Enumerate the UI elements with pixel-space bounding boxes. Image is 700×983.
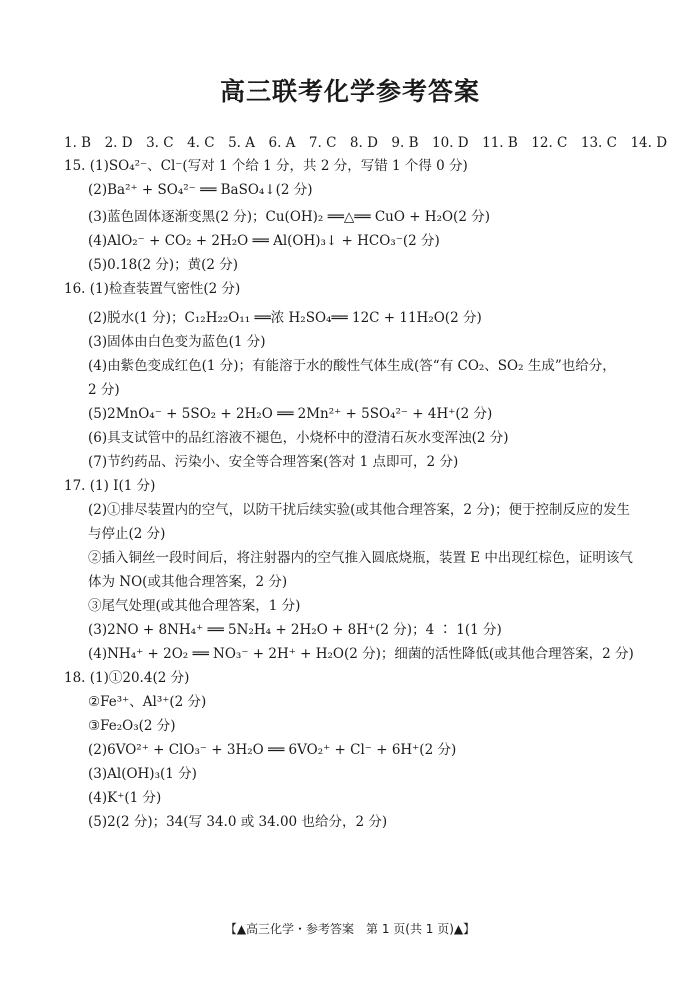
answer-line-q17-3: (3)2NO + 8NH₄⁺ ══ 5N₂H₄ + 2H₂O + 8H⁺(2 分)；4 ∶ 1(1 分) (88, 622, 502, 638)
answer-line-q16-7: (7)节约药品、污染小、安全等合理答案(答对 1 点即可，2 分) (88, 454, 459, 470)
answer-line-q17-2: (2)①排尽装置内的空气，以防干扰后续实验(或其他合理答案，2 分)；便于控制反应的发生 (88, 502, 631, 518)
answer-line-q17-2-cont: 与停止(2 分) (88, 526, 166, 542)
answer-line-q17-4: (4)NH₄⁺ + 2O₂ ══ NO₃⁻ + 2H⁺ + H₂O(2 分)；细菌的活性降低(或其他合理答案，2 分) (88, 646, 634, 662)
answer-line-q16-1: 16. (1)检查装置气密性(2 分) (64, 281, 241, 297)
answer-line-q16-2: (2)脱水(1 分)；C₁₂H₂₂O₁₁ ══浓 H₂SO₄══ 12C + 11H₂O(2 分) (88, 310, 482, 326)
answer-line-q17-2b: ②插入铜丝一段时间后，将注射器内的空气推入圆底烧瓶，装置 E 中出现红棕色，证明该气 (88, 550, 633, 566)
answer-line-q18-2: (2)6VO²⁺ + ClO₃⁻ + 3H₂O ══ 6VO₂⁺ + Cl⁻ + 6H⁺(2 分) (88, 742, 457, 758)
answer-line-q16-4: (4)由紫色变成红色(1 分)；有能溶于水的酸性气体生成(答“有 CO₂、SO₂ 生成”也给分， (88, 358, 616, 374)
answer-line-mc: 1. B 2. D 3. C 4. C 5. A 6. A 7. C 8. D 9. B 10. D 11. B 12. C 13. C 14. D (64, 135, 668, 151)
answer-line-q16-6: (6)具支试管中的品红溶液不褪色，小烧杯中的澄清石灰水变浑浊(2 分) (88, 430, 509, 446)
answer-line-q15-4: (4)AlO₂⁻ + CO₂ + 2H₂O ══ Al(OH)₃↓ + HCO₃⁻(2 分) (88, 233, 440, 249)
answer-line-q17-2b-cont: 体为 NO(或其他合理答案，2 分) (88, 574, 288, 590)
answer-line-q16-3: (3)固体由白色变为蓝色(1 分) (88, 334, 266, 350)
answer-line-q15-3: (3)蓝色固体逐渐变黑(2 分)；Cu(OH)₂ ══△══ CuO + H₂O(2 分) (88, 209, 490, 225)
answer-line-q18-1b: ②Fe³⁺、Al³⁺(2 分) (88, 694, 207, 710)
page-footer: 【▲高三化学・参考答案 第 1 页(共 1 页)▲】 (224, 922, 476, 936)
answer-line-q18-5: (5)2(2 分)；34(写 34.0 或 34.00 也给分，2 分) (88, 814, 388, 830)
answer-line-q16-4-cont: 2 分) (88, 382, 120, 398)
answer-line-q16-5: (5)2MnO₄⁻ + 5SO₂ + 2H₂O ══ 2Mn²⁺ + 5SO₄²⁻ + 4H⁺(2 分) (88, 406, 493, 422)
answer-line-q15-1: 15. (1)SO₄²⁻、Cl⁻(写对 1 个给 1 分，共 2 分，写错 1 个得 0 分) (64, 158, 468, 174)
answer-line-q17-2c: ③尾气处理(或其他合理答案，1 分) (88, 598, 301, 614)
answer-line-q15-2: (2)Ba²⁺ + SO₄²⁻ ══ BaSO₄↓(2 分) (88, 182, 313, 198)
answer-line-q18-4: (4)K⁺(1 分) (88, 790, 162, 806)
answer-line-q18-1c: ③Fe₂O₃(2 分) (88, 718, 176, 734)
page-title: 高三联考化学参考答案 (219, 77, 480, 106)
answer-line-q15-5: (5)0.18(2 分)；黄(2 分) (88, 257, 239, 273)
answer-line-q18-3: (3)Al(OH)₃(1 分) (88, 766, 197, 782)
answer-line-q18-1: 18. (1)①20.4(2 分) (64, 670, 190, 686)
answer-line-q17-1: 17. (1) Ⅰ(1 分) (64, 478, 156, 494)
